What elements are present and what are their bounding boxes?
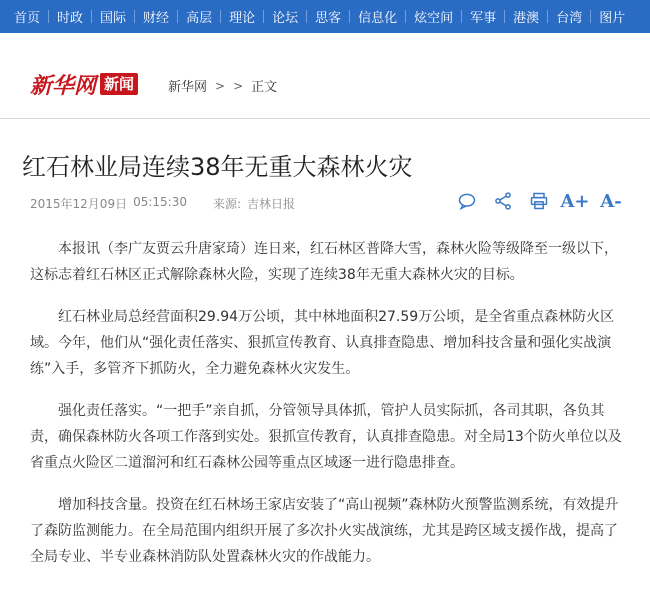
logo-xinhua: 新华网: [30, 73, 97, 99]
nav-divider: [134, 10, 135, 23]
nav-divider: [306, 10, 307, 23]
nav-divider: [590, 10, 591, 23]
nav-divider: [405, 10, 406, 23]
breadcrumb-home[interactable]: 新华网: [168, 80, 208, 95]
article-date: 2015年12月09日: [30, 197, 128, 211]
share-icon[interactable]: [492, 190, 514, 212]
logo-news-badge: 新闻: [100, 73, 138, 95]
article-paragraph: 强化责任落实。“一把手”亲自抓，分管领导具体抓，管护人员实际抓，各司其职，各负其责，确保森林防火各项工作落到实处。狠抓宣传教育，认真排查隐患。对全局13个防火单位以及省重点火险区二道溜河和红石森林公园等重点区域逐一进行隐患排查。: [30, 403, 622, 471]
nav-item-international[interactable]: 国际: [100, 11, 127, 26]
print-icon[interactable]: [528, 190, 550, 212]
article-time: 05:15:30: [133, 195, 187, 209]
article-title: 红石林业局连续38年无重大森林火灾: [22, 153, 413, 181]
nav-item-politics[interactable]: 时政: [57, 11, 84, 26]
nav-item-theory[interactable]: 理论: [229, 11, 256, 26]
top-nav: [0, 0, 650, 33]
comment-icon[interactable]: [456, 190, 478, 212]
font-decrease-icon[interactable]: A-: [600, 190, 622, 212]
font-increase-icon[interactable]: A+: [560, 190, 590, 212]
article-paragraph: 本报讯（李广友贾云升唐家琦）连日来，红石林区普降大雪，森林火险等级降至一级以下，这标志着红石林区正式解除森林火险，实现了连续38年无重大森林火灾的目标。: [30, 241, 618, 283]
article-toolbar: [442, 190, 622, 212]
nav-divider: [91, 10, 92, 23]
nav-divider: [263, 10, 264, 23]
breadcrumb-current: 正文: [251, 80, 278, 95]
nav-item-military[interactable]: 军事: [470, 11, 497, 26]
article-body: [30, 236, 626, 586]
source-label: 来源:: [213, 197, 242, 211]
nav-item-forum[interactable]: 论坛: [272, 11, 299, 26]
nav-divider: [48, 10, 49, 23]
nav-item-thinkers[interactable]: 思客: [315, 11, 342, 26]
nav-item-home[interactable]: 首页: [14, 11, 41, 26]
nav-divider: [177, 10, 178, 23]
nav-item-space[interactable]: 炫空间: [414, 11, 454, 26]
nav-divider: [547, 10, 548, 23]
nav-divider: [220, 10, 221, 23]
nav-item-photos[interactable]: 图片: [599, 11, 626, 26]
nav-item-hk-macau[interactable]: 港澳: [513, 11, 540, 26]
breadcrumb: [168, 76, 277, 95]
article-paragraph: 增加科技含量。投资在红石林场王家店安装了“高山视频”森林防火预警监测系统，有效提升了森防监测能力。在全局范围内组织开展了多次扑火实战演练，尤其是跨区域支援作战，提高了全局专业、半专业森林消防队处置森林火灾的作战能力。: [30, 497, 619, 565]
article-source: 吉林日报: [247, 197, 296, 211]
nav-divider: [461, 10, 462, 23]
article-paragraph: 红石林业局总经营面积29.94万公顷，其中林地面积27.59万公顷，是全省重点森林防火区域。今年，他们从“强化责任落实、狠抓宣传教育、认真排查隐患、增加科技含量和强化实战演练”入手，多管齐下抓防火，全力避免森林火灾发生。: [30, 309, 615, 377]
chevron-right-icon: >: [215, 78, 226, 93]
nav-item-finance[interactable]: 财经: [143, 11, 170, 26]
article-meta: [30, 195, 301, 212]
chevron-right-icon: >: [233, 78, 244, 93]
nav-divider: [504, 10, 505, 23]
nav-item-it[interactable]: 信息化: [358, 11, 398, 26]
nav-divider: [349, 10, 350, 23]
nav-item-leaders[interactable]: 高层: [186, 11, 213, 26]
nav-item-taiwan[interactable]: 台湾: [556, 11, 583, 26]
site-header: [0, 33, 650, 119]
site-logo[interactable]: [30, 69, 138, 99]
